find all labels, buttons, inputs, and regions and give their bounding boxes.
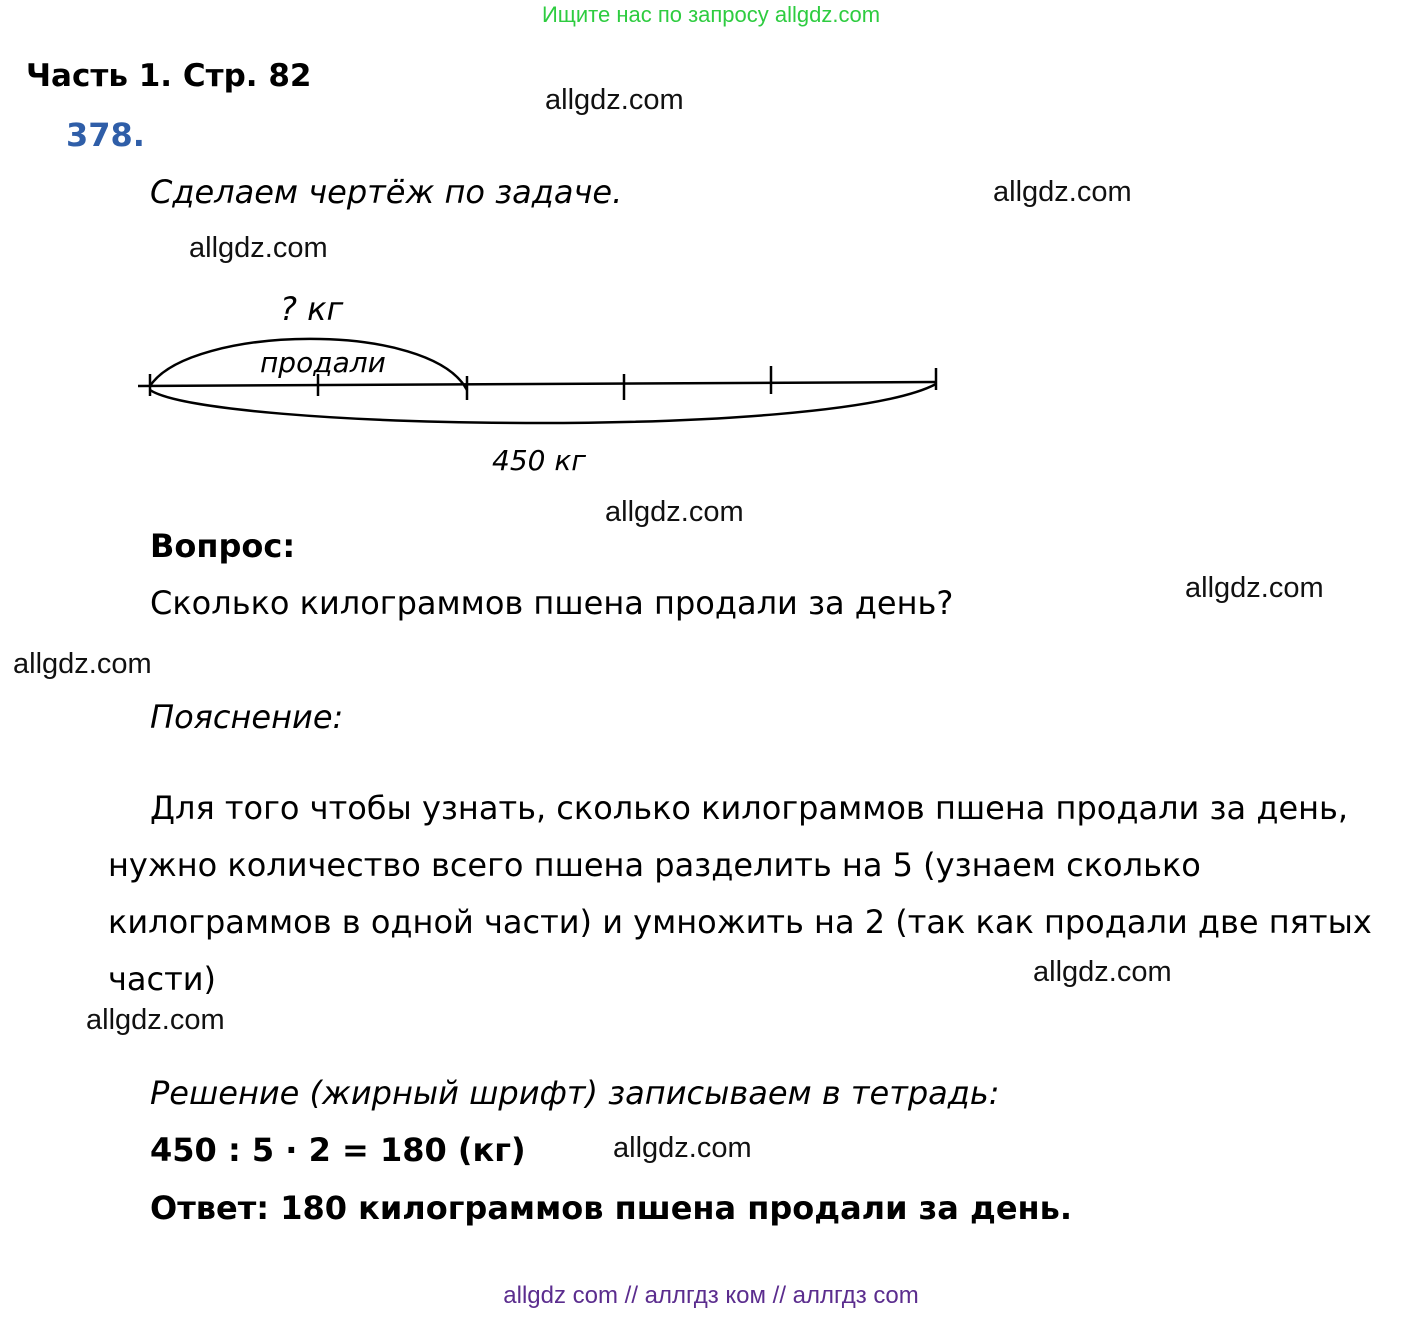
watermark: allgdz.com <box>86 1004 225 1036</box>
watermark: allgdz.com <box>189 232 328 264</box>
total-label: 450 кг <box>492 444 586 477</box>
footer-links[interactable]: allgdz com // аллгдз ком // аллгдз com <box>503 1282 919 1309</box>
watermark: allgdz.com <box>1185 572 1324 604</box>
watermark: allgdz.com <box>605 496 744 528</box>
segment-diagram <box>130 280 960 480</box>
segment-line <box>138 382 936 386</box>
total-arc <box>150 384 936 423</box>
question-label: ? кг <box>280 290 344 328</box>
solution-answer: Ответ: 180 килограммов пшена продали за день. <box>150 1189 1073 1227</box>
explanation-title: Пояснение: <box>150 698 344 736</box>
watermark: allgdz.com <box>993 176 1132 208</box>
top-banner[interactable]: Ищите нас по запросу allgdz.com <box>541 2 881 27</box>
watermark: allgdz.com <box>613 1132 752 1164</box>
solution-intro: Решение (жирный шрифт) записываем в тетрадь: <box>150 1074 1000 1112</box>
task-number: 378. <box>66 116 145 154</box>
watermark: allgdz.com <box>545 84 684 116</box>
solution-equation: 450 : 5 · 2 = 180 (кг) <box>150 1131 526 1169</box>
page-heading: Часть 1. Стр. 82 <box>26 58 312 94</box>
watermark: allgdz.com <box>1033 956 1172 988</box>
question-text: Сколько килограммов пшена продали за день? <box>150 584 954 622</box>
sold-label: продали <box>260 346 386 379</box>
watermark: allgdz.com <box>13 648 152 680</box>
explanation-text: Для того чтобы узнать, сколько килограммов пшена продали за день, нужно количество всего пшена разделить на 5 (узнаем сколько килограммов в одной части) и умножить на 2 (так как продали две пятых части) <box>108 789 1372 998</box>
drawing-intro: Сделаем чертёж по задаче. <box>150 173 623 211</box>
question-title: Вопрос: <box>150 527 296 565</box>
